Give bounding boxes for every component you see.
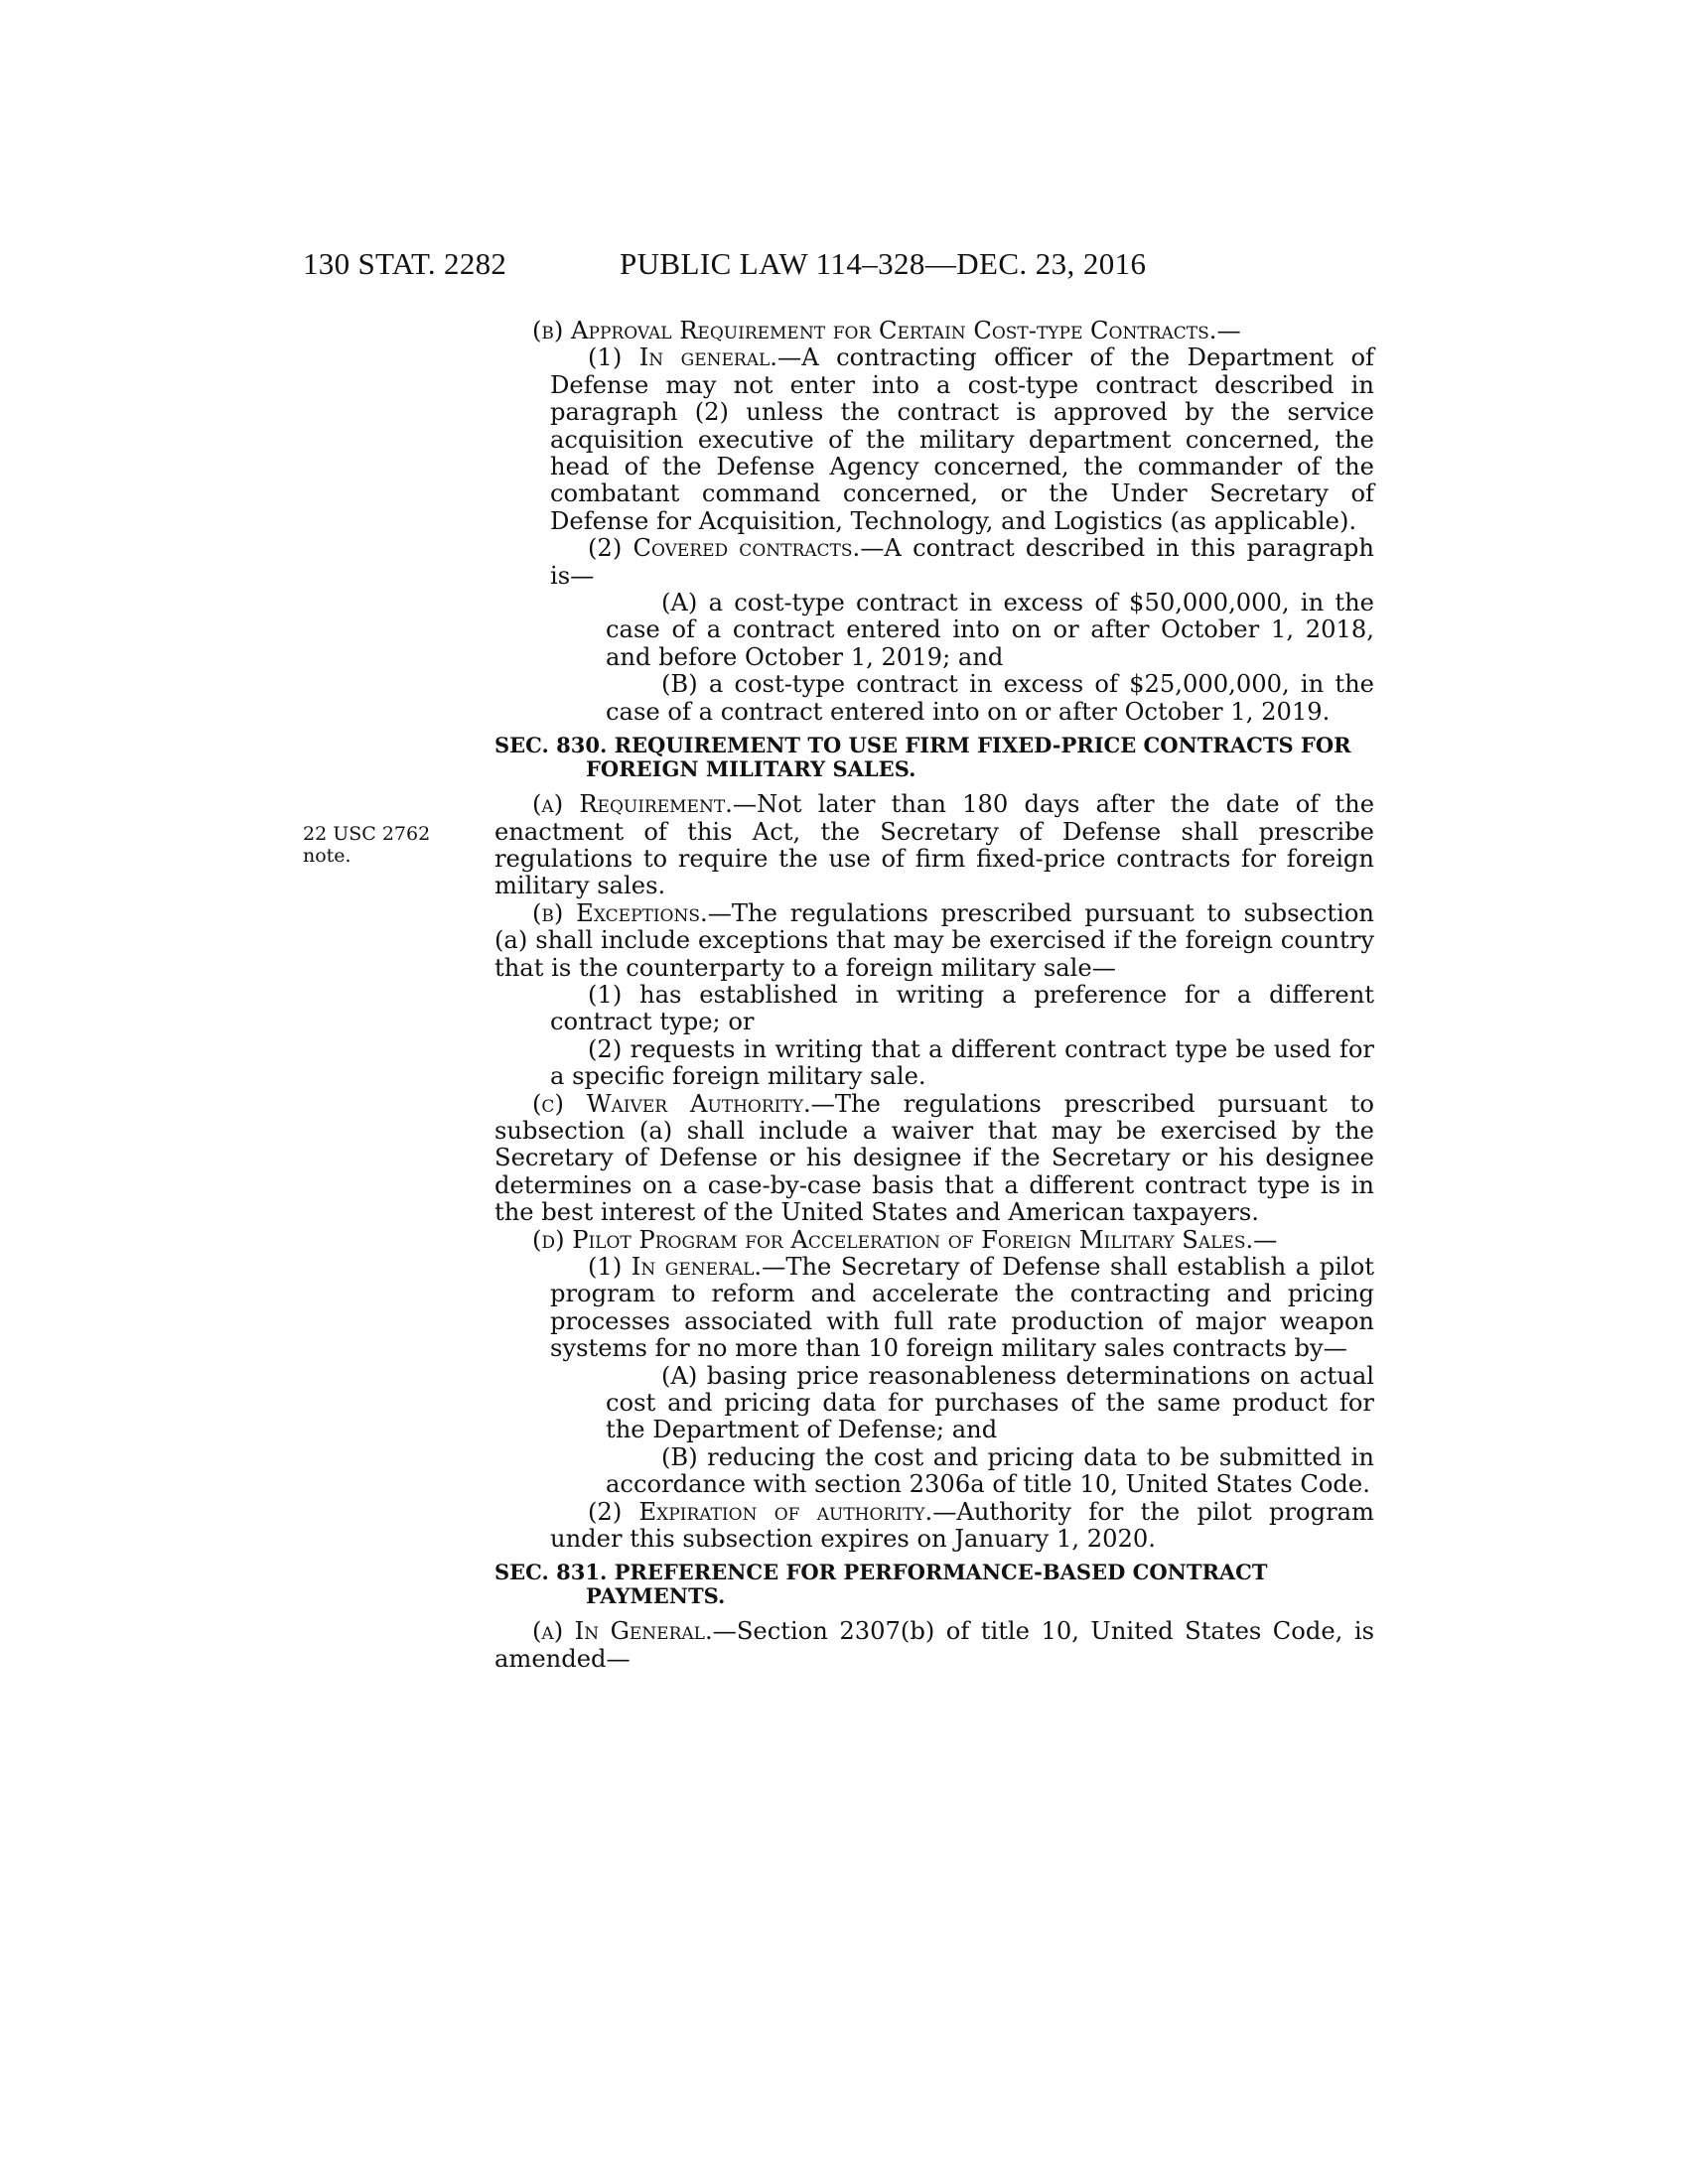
subsection-a-heading: (a) Requirement. [532, 790, 733, 819]
subsection-b-heading: (b) Exceptions. [532, 898, 708, 927]
subparagraph-b: (B) a cost-type contract in excess of $25,000,000, in the case of a contract entered into on or after October 1, 2019. [606, 670, 1374, 726]
pilot-paragraph-2-heading: (2) Expiration of authority. [588, 1497, 933, 1526]
pilot-subparagraph-a: (A) basing price reasonableness determinations on actual cost and pricing data for purchases of the same product for the Department of Defense; and [606, 1361, 1374, 1444]
subsection-c-text: —The regulations prescribed pursuant to subsection (a) shall include a waiver that may be exercised by the Secretary of Defense or his designee if the Secretary or his designee determines on a case-by-case basis that a different contract type is in the best interest of the United States and American taxpayers. [494, 1089, 1374, 1227]
section-831-a-heading: (a) In General. [532, 1617, 713, 1646]
paragraph-1-text: —A contracting officer of the Department of Defense may not enter into a cost-type contract described in paragraph (2) unless the contract is approved by the service acquisition executive of the military department concerned, the head of the Defense Agency concerned, the commander of the combatant command concerned, or the Under Secretary of Defense for Acquisition, Technology, and Logistics (as applicable). [550, 343, 1374, 535]
exception-1: (1) has established in writing a preference for a different contract type; or [550, 980, 1374, 1036]
paragraph-2 [494, 535, 1374, 590]
pilot-paragraph-1-heading: (1) In general. [588, 1253, 763, 1281]
section-830-subsection-a [494, 791, 1374, 900]
section-831-subsection-a [494, 1618, 1374, 1673]
pilot-paragraph-2-text: —Authority for the pilot program under this subsection expires on January 1, 2020. [550, 1497, 1374, 1554]
paragraph-1-heading: (1) In general. [588, 343, 777, 372]
section-831-heading: SEC. 831. PREFERENCE FOR PERFORMANCE-BASED CONTRACT PAYMENTS. [494, 1560, 1268, 1609]
section-831-a-text: —Section 2307(b) of title 10, United States Code, is amended— [494, 1617, 1374, 1673]
subsection-b-heading: (b) Approval Requirement for Certain Cost-type Contracts.— [532, 317, 1241, 344]
pilot-paragraph-1-text: —The Secretary of Defense shall establish a pilot program to reform and accelerate the contracting and pricing processes associated with full rate production of major weapon systems for no more than 10 foreign military sales contracts by— [550, 1253, 1374, 1363]
section-830-subsection-b [494, 900, 1374, 982]
subparagraph-a: (A) a cost-type contract in excess of $50,000,000, in the case of a contract entered into on or after October 1, 2018, and before October 1, 2019; and [606, 589, 1374, 671]
subsection-c-heading: (c) Waiver Authority. [532, 1089, 811, 1118]
margin-note-label: note. [303, 845, 352, 867]
subsection-b-text: —The regulations prescribed pursuant to subsection (a) shall include exceptions that may be exercised if the foreign country that is the counterparty to a foreign military sale— [494, 898, 1374, 982]
pilot-subparagraph-b: (B) reducing the cost and pricing data to be submitted in accordance with section 2306a of title 10, United States Code. [606, 1442, 1374, 1499]
paragraph-2-heading: (2) Covered contracts. [588, 534, 861, 563]
page-header-title: PUBLIC LAW 114–328—DEC. 23, 2016 [620, 246, 1147, 281]
statute-page-number: 130 STAT. 2282 [303, 246, 507, 281]
section-830-subsection-c [494, 1091, 1374, 1227]
paragraph-1 [494, 344, 1374, 535]
pilot-paragraph-1 [494, 1254, 1374, 1363]
margin-note-citation: 22 USC 2762 [303, 823, 431, 845]
pilot-paragraph-2 [494, 1499, 1374, 1554]
paragraph-2-text: —A contract described in this paragraph is— [550, 534, 1374, 590]
section-830-heading: SEC. 830. REQUIREMENT TO USE FIRM FIXED-PRICE CONTRACTS FOR FOREIGN MILITARY SALES. [494, 733, 1351, 782]
document-body [494, 318, 1374, 1673]
exception-2: (2) requests in writing that a different contract type be used for a specific foreign military sale. [550, 1034, 1374, 1091]
margin-note [303, 823, 452, 867]
section-830-subsection-d-heading: (d) Pilot Program for Acceleration of Foreign Military Sales.— [532, 1225, 1278, 1254]
subsection-a-text: —Not later than 180 days after the date of the enactment of this Act, the Secretary of Defense shall prescribe regulations to require the use of firm fixed-price contracts for foreign military sales. [494, 790, 1375, 900]
